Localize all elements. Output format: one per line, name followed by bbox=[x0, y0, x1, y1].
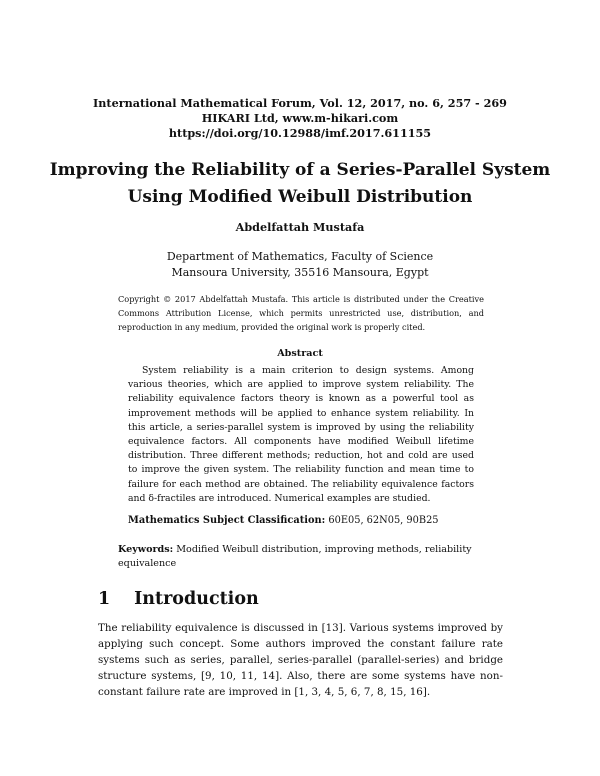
msc-classification bbox=[128, 515, 474, 526]
keywords-list: Modified Weibull distribution, improving methods, reliability equivalence bbox=[118, 544, 472, 569]
publisher-line: HIKARI Ltd, www.m-hikari.com bbox=[201, 111, 399, 125]
paper-title-line-2: Using Modified Weibull Distribution bbox=[127, 187, 473, 207]
paper-title-line-1: Improving the Reliability of a Series-Parallel System bbox=[49, 160, 551, 180]
introduction-paragraph: The reliability equivalence is discussed in [13]. Various systems improved by applying such concept. Some authors improved the constant failure rate systems such as series, parallel, series-parallel (parallel-series) and bridge structure systems, [9, 10, 11, 14]. Also, there are some systems have non-constant failure rate are improved in [1, 3, 4, 5, 6, 7, 8, 15, 16]. bbox=[98, 622, 503, 698]
doi-link[interactable]: https://doi.org/10.12988/imf.2017.611155 bbox=[168, 126, 432, 140]
msc-codes: 60E05, 62N05, 90B25 bbox=[328, 515, 439, 526]
affiliation-line-2: Mansoura University, 35516 Mansoura, Egypt bbox=[171, 266, 429, 279]
section-number: 1 bbox=[98, 589, 111, 609]
author-name: Abdelfattah Mustafa bbox=[235, 220, 365, 234]
affiliation-line-1: Department of Mathematics, Faculty of Science bbox=[166, 250, 434, 263]
msc-label: Mathematics Subject Classification: bbox=[128, 515, 326, 526]
journal-citation: International Mathematical Forum, Vol. 12, 2017, no. 6, 257 - 269 bbox=[93, 96, 507, 110]
section-title: Introduction bbox=[134, 589, 259, 609]
copyright-notice: Copyright © 2017 Abdelfattah Mustafa. This article is distributed under the Creative Commons Attribution License, which permits unrestricted use, distribution, and reproduction in any medium, provided the original work is properly cited. bbox=[118, 294, 484, 332]
keywords bbox=[118, 543, 488, 571]
abstract-heading: Abstract bbox=[277, 348, 323, 359]
keywords-label: Keywords: bbox=[118, 544, 174, 555]
section-heading-introduction bbox=[98, 589, 498, 609]
abstract-text: System reliability is a main criterion to design systems. Among various theories, which are applied to improve system reliability. The reliability equivalence factors theory is known as a powerful tool as improvement methods will be applied to enhance system reliability. In this article, a series-parallel system is improved by using the reliability equivalence factors. All components have modified Weibull lifetime distribution. Three different methods; reduction, hot and cold are used to improve the given system. The reliability function and mean time to failure for each method are obtained. The reliability equivalence factors and δ-fractiles are introduced. Numerical examples are studied. bbox=[128, 365, 474, 504]
